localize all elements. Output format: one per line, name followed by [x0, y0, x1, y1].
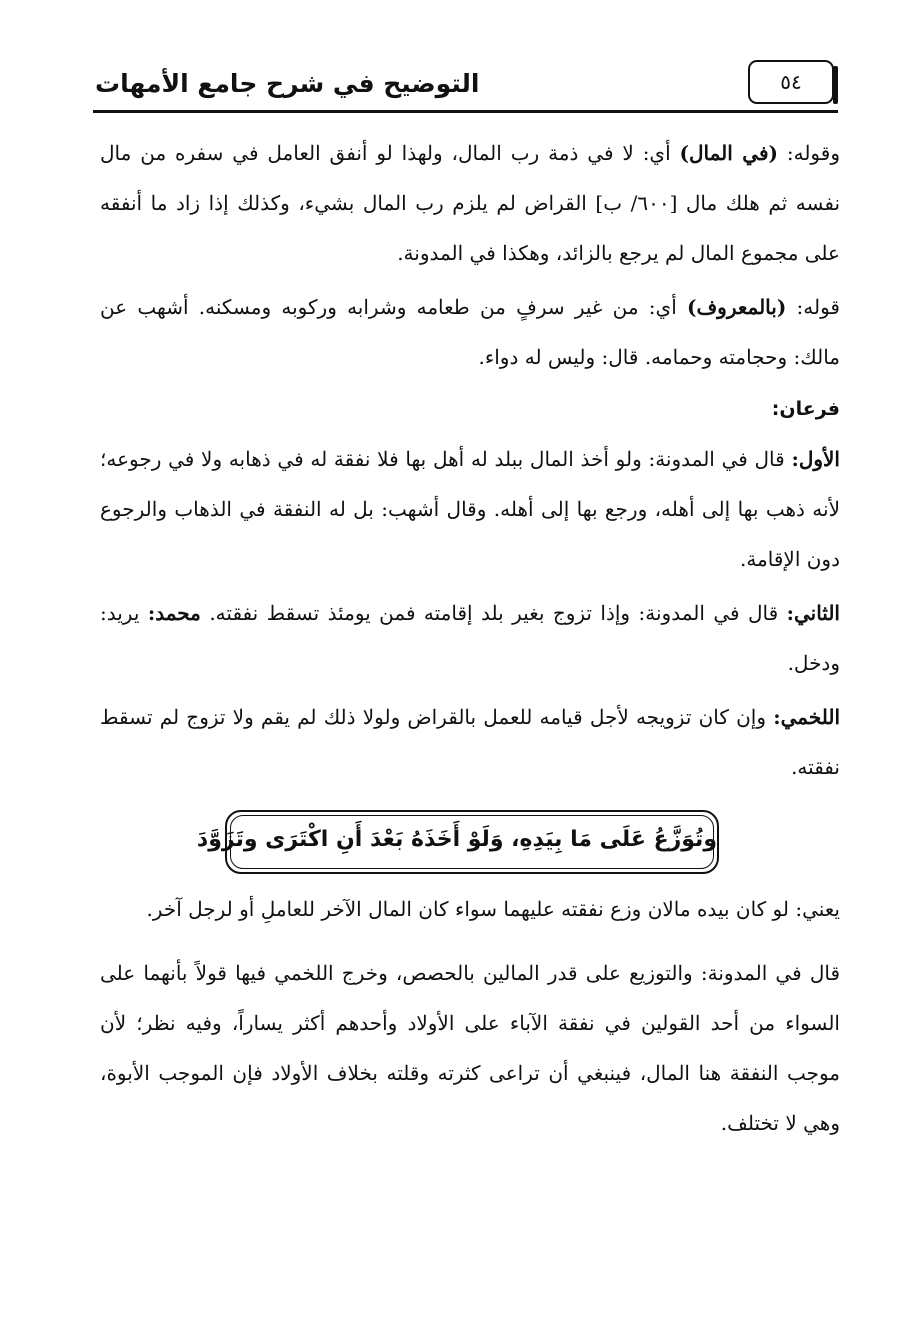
paragraph-4 [100, 588, 840, 688]
paragraph-text: وقوله: [778, 141, 840, 165]
section-subheading: فرعان: [771, 398, 840, 420]
paragraph-7: قال في المدونة: والتوزيع على قدر المالين بالحصص، وخرج اللخمي فيها قولاً بأنهما على السواء من أحد القولين في نفقة الآباء على الأولاد وأحدهم أكثر يساراً، وفيه نظر؛ لأن موجب النفقة هنا المال، فينبغي أن تراعى كثرته وقلته بخلاف الأولاد فإن الموجب الأبوة، وهي لا تختلف. [100, 961, 841, 1135]
cited-name: محمد: [147, 601, 201, 625]
matn-text: وتُوَزَّعُ عَلَى مَا بِيَدِهِ، وَلَوْ أَخَذَهُ بَعْدَ أَنِ اكْتَرَى وتَزَوَّدَ [196, 827, 717, 852]
paragraph-1 [100, 128, 840, 278]
page-header [93, 60, 838, 114]
paragraph-2 [100, 282, 840, 382]
paragraph-5 [100, 692, 840, 792]
paragraph-text: وإن كان تزويجه لأجل قيامه للعمل بالقراض ولولا ذلك لم يقم ولا تزوج لم تسقط نفقته. [100, 705, 840, 779]
page-number-box [748, 60, 834, 104]
quoted-phrase: (في المال) [679, 141, 778, 165]
paragraph-text: قال في المدونة: ولو أخذ المال ببلد له أهل بها فلا نفقة له في ذهابه ولا في رجوعه؛ لأنه ذهب بها إلى أهله، ورجع بها إلى أهله. وقال أشهب: بل له النفقة في الذهاب والرجوع دون الإقامة. [100, 447, 840, 571]
paragraph-text: أي: من غير سرفٍ من طعامه وشرابه وركوبه ومسكنه. أشهب عن مالك: وحجامته وحمامه. قال: وليس له دواء. [100, 295, 840, 369]
paragraph-text: يريد: ودخل. [100, 601, 840, 675]
paragraph-lead: الثاني: [786, 601, 840, 625]
paragraph-text: أي: لا في ذمة رب المال، ولهذا لو أنفق العامل في سفره من مال نفسه ثم هلك مال [٦٠٠/ ب] القراض لم يلزم رب المال بشيء، وكذلك إذا زاد ما أنفقه على مجموع المال لم يرجع بالزائد، وهكذا في المدونة. [100, 141, 841, 265]
quoted-phrase: (بالمعروف) [686, 295, 787, 319]
paragraph-lead: الأول: [791, 447, 840, 471]
paragraph-lead: اللخمي: [773, 705, 840, 729]
paragraph-text: قوله: [786, 295, 840, 319]
page-number: ٥٤ [780, 70, 802, 94]
page-number-box-shadow [833, 66, 838, 104]
paragraph-3 [100, 434, 840, 584]
page-body [100, 128, 840, 1148]
paragraph-text: قال في المدونة: وإذا تزوج بغير بلد إقامته فمن يومئذ تسقط نفقته. [200, 601, 787, 625]
matn-frame [100, 804, 840, 878]
running-title: التوضيح في شرح جامع الأمهات [95, 69, 480, 98]
paragraph-6: يعني: لو كان بيده مالان وزع نفقته عليهما سواء كان المال الآخر للعاملِ أو لرجل آخر. [146, 897, 840, 921]
header-rule [93, 110, 838, 113]
matn-box [196, 810, 719, 874]
